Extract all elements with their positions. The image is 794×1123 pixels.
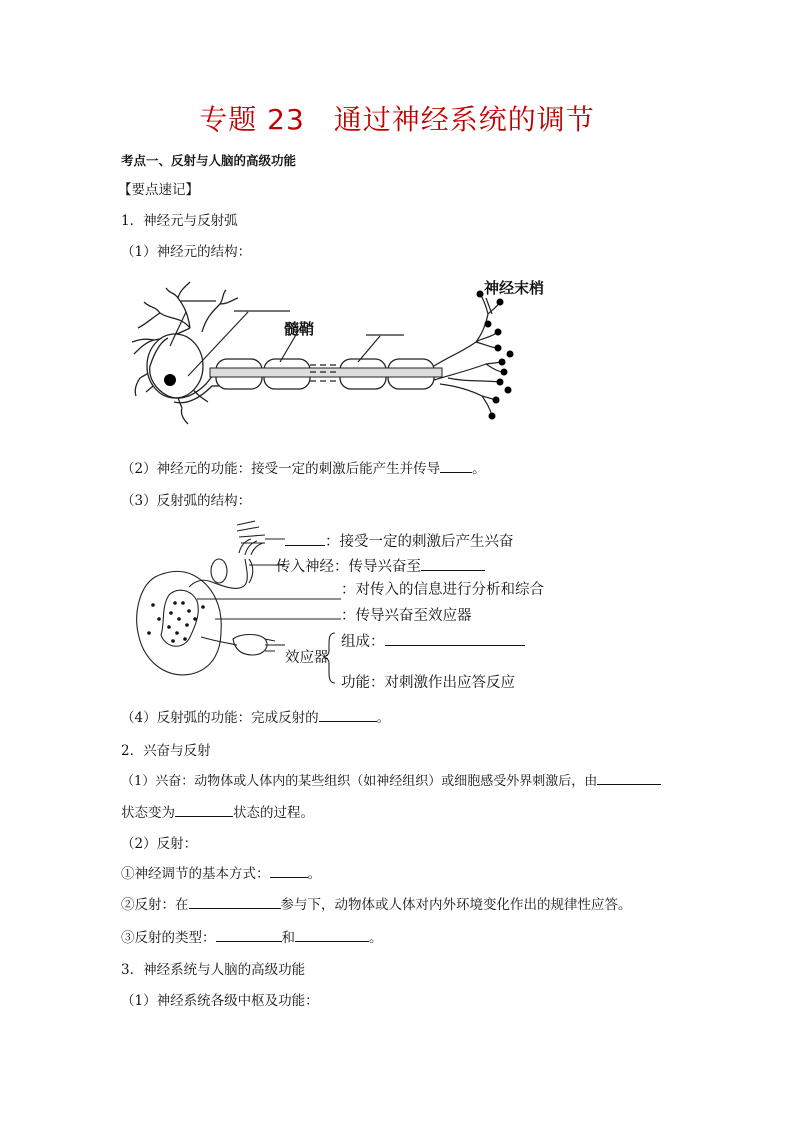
effector-label: 效应器 (285, 650, 329, 666)
excitation-line (121, 770, 661, 789)
answer-blank[interactable] (421, 556, 485, 571)
centers-label: （1）神经系统各级中枢及功能： (121, 993, 319, 1009)
reflex-definition-line (121, 893, 632, 913)
reflex-definition-text-2: 参与下，动物体或人体对内外环境变化作出的规律性应答。 (280, 897, 632, 913)
effector-function-text: 功能：对刺激作出应答反应 (341, 675, 515, 691)
center-text: ：对传入的信息进行分析和综合 (341, 582, 544, 598)
answer-blank[interactable] (385, 631, 525, 646)
memo-heading: 【要点速记】 (118, 182, 199, 198)
answer-blank[interactable] (216, 927, 282, 942)
page-title: 专题 23 通过神经系统的调节 (199, 103, 595, 136)
answer-blank[interactable] (597, 770, 661, 785)
punct: 。 (472, 461, 486, 477)
heading-excitation-reflex: 2．兴奋与反射 (121, 743, 211, 759)
reflex-types-text: ③反射的类型： (121, 930, 216, 946)
punct: 。 (307, 866, 321, 882)
nerve-terminal-label: 神经末梢 (484, 279, 545, 297)
reflex-arc-structure-label: （3）反射弧的结构： (121, 493, 252, 509)
efferent-text: ：传导兴奋至效应器 (341, 608, 472, 624)
answer-blank[interactable] (440, 458, 472, 473)
myelin-sheath-label: 髓鞘 (284, 320, 315, 338)
excitation-line-2 (121, 801, 314, 821)
state-text-2: 状态的过程。 (233, 805, 314, 821)
and-text: 和 (281, 930, 295, 946)
answer-blank[interactable] (189, 894, 281, 909)
heading-nervous-system: 3．神经系统与人脑的高级功能 (121, 962, 306, 978)
heading-neuron-reflex-arc: 1．神经元与反射弧 (121, 213, 238, 229)
excitation-text: （1）兴奋：动物体或人体内的某些组织（如神经组织）或细胞感受外界刺激后，由 (121, 774, 598, 789)
punct: 。 (376, 710, 391, 726)
reflex-types-line (121, 926, 383, 946)
section-heading: 考点一、反射与人脑的高级功能 (121, 153, 297, 168)
state-text: 状态变为 (121, 805, 175, 821)
neuron-structure-label: （1）神经元的结构： (121, 244, 252, 260)
afferent-text: 传入神经：传导兴奋至 (276, 559, 421, 575)
basic-mode-line (121, 862, 321, 882)
answer-blank[interactable] (319, 707, 377, 722)
answer-blank[interactable] (270, 863, 308, 878)
reflex-subheading: （2）反射： (121, 836, 198, 852)
answer-blank[interactable] (285, 531, 325, 546)
answer-blank[interactable] (295, 927, 369, 942)
neuron-function-line (121, 457, 486, 477)
neuron-function-text: （2）神经元的功能：接受一定的刺激后能产生并传导 (121, 461, 441, 477)
arc-function-text: （4）反射弧的功能：完成反射的 (121, 710, 319, 726)
reflex-definition-text: ②反射：在 (121, 897, 189, 913)
punct: 。 (369, 930, 383, 946)
answer-blank[interactable] (175, 802, 233, 817)
reflex-arc-function-line (121, 706, 390, 726)
effector-composition-line (341, 630, 525, 651)
composition-text: 组成： (341, 634, 385, 650)
afferent-line (276, 555, 485, 576)
basic-mode-text: ①神经调节的基本方式： (121, 866, 270, 882)
receptor-line (285, 530, 514, 551)
receptor-text: ：接受一定的刺激后产生兴奋 (325, 534, 514, 550)
